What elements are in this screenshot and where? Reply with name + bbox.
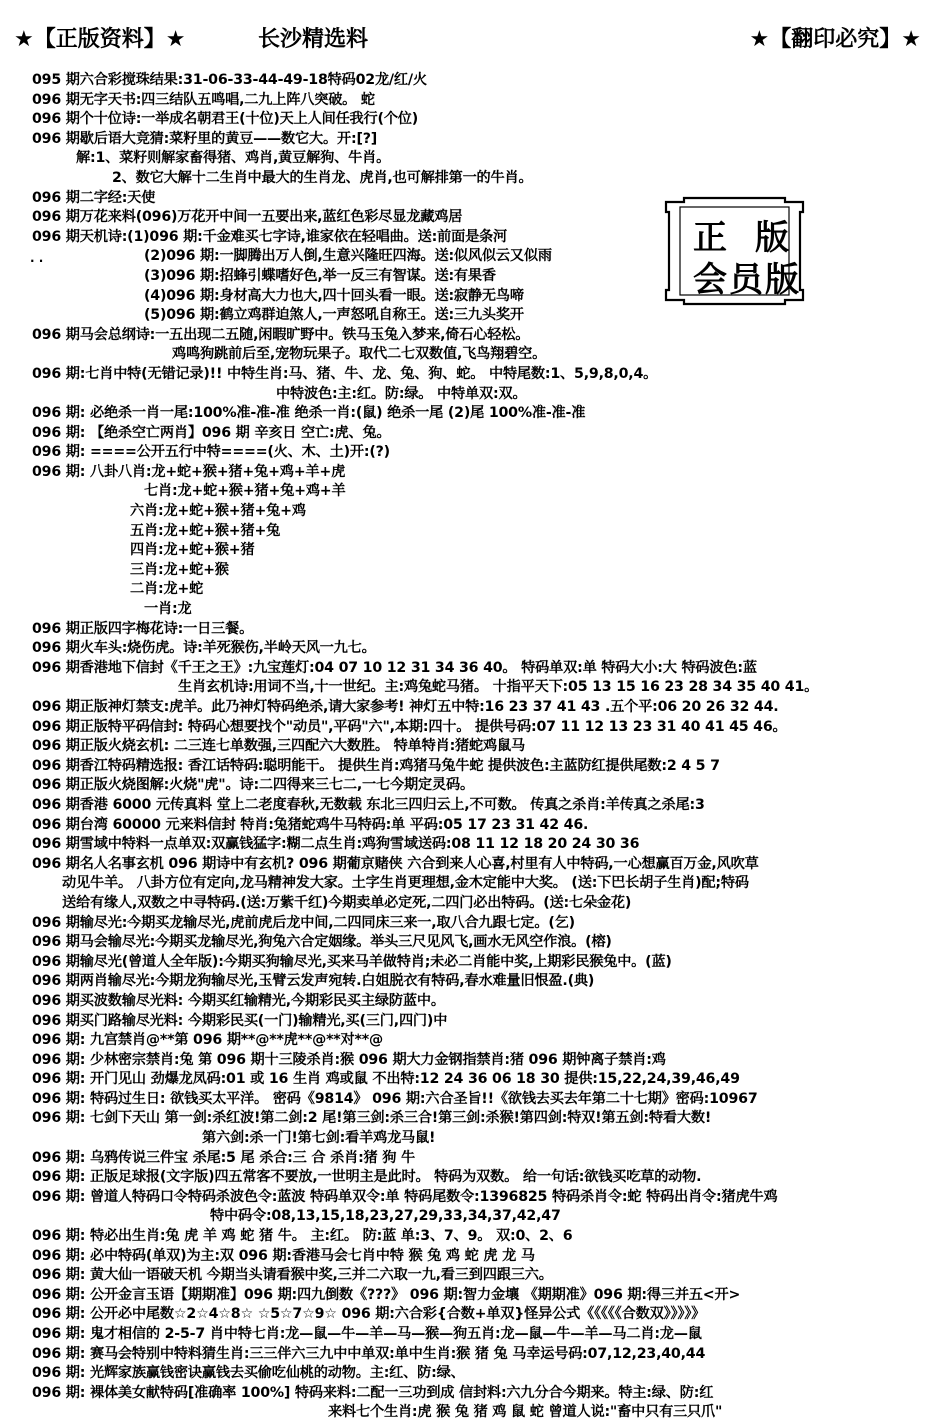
text-line: 096 期买门路输尽光料: 今期彩民买(一门)输精光,买(三门,四门)中: [32, 1012, 448, 1029]
text-line: 096 期个十位诗:一举成名朝君王(十位)天上人间任我行(个位): [32, 111, 419, 128]
text-line: 解:1、菜籽则解家畜得猪、鸡肖,黄豆解狗、牛肖。: [76, 150, 391, 167]
text-line: 中特波色:主:红。防:绿。 中特单双:双。: [276, 385, 527, 402]
text-line: 096 期香港 6000 元传真料 堂上二老度春秋,无数载 东北三四归云上,不可数。 传真之杀肖:羊传真之杀尾:3: [32, 796, 705, 813]
text-line: 096 期香江特码精选报: 香江话特码:聪明能干。 提供生肖:鸡猪马兔牛蛇 提供波色:主蓝防红提供尾数:2 4 5 7: [32, 757, 720, 774]
page-title: 长沙精选料: [258, 27, 369, 52]
text-line: 096 期: 少林密宗禁肖:兔 第 096 期十三陵杀肖:猴 096 期大力金钢指禁肖:猪 096 期钟离子禁肖:鸡: [32, 1051, 666, 1068]
text-line: 096 期: 黄大仙一语破天机 今期当头请看猴中奖,三并二六取一九,看三到四跟三六。: [32, 1267, 553, 1284]
text-line: 四肖:龙+蛇+猴+猪: [130, 542, 255, 559]
text-line: 096 期: 正版足球报(文字版)四五常客不要放,一世明主是此时。 特码为双数。 给一句话:欲钱买吃草的动物.: [32, 1169, 702, 1186]
text-line: 096 期: 开门见山 劲爆龙凤码:01 或 16 生肖 鸡或鼠 不出特:12 24 36 06 18 30 提供:15,22,24,39,46,49: [32, 1071, 740, 1088]
text-line: 096 期输尽光(曾道人全年版):今期买狗输尽光,买来马羊做特肖;未必二肖能中奖,上期彩民猴兔中。(蓝): [32, 953, 672, 970]
text-line: 特中码令:08,13,15,18,23,27,29,33,34,37,42,47: [210, 1208, 561, 1225]
text-line: 三肖:龙+蛇+猴: [130, 561, 229, 578]
text-line: (5)096 期:鹤立鸡群迫煞人,一声怒吼自称王。送:三九头奖开: [144, 307, 524, 324]
text-line: 096 期无字天书:四三结队五鸣唱,二九上阵八突破。 蛇: [32, 91, 375, 108]
text-line: 096 期: 光辉家族赢钱密诀赢钱去买偷吃仙桃的动物。主:红、防:绿、: [32, 1365, 465, 1382]
text-line: 二肖:龙+蛇: [130, 581, 204, 598]
text-line: 096 期: 必中特码(单双)为主:双 096 期:香港马会七肖中特 猴 兔 鸡 蛇 虎 龙 马: [32, 1247, 535, 1264]
text-line: 096 期万花来料(096)万花开中间一五要出来,蓝红色彩尽显龙藏鸡居: [32, 209, 463, 226]
text-line: 096 期: 鬼才相信的 2-5-7 肖中特七肖:龙—鼠—牛—羊—马—猴—狗五肖:龙—鼠—牛—羊—马二肖:龙—鼠: [32, 1326, 702, 1342]
text-line: 096 期: 赛马会特别中特料猜生肖:三三伴六三九中中单双:单中生肖:猴 猪 兔 马幸运号码:07,12,23,40,44: [32, 1345, 706, 1362]
text-line: 096 期: 曾道人特码口令特码杀波色令:蓝波 特码单双令:单 特码尾数令:1396825 特码杀肖令:蛇 特码出肖令:猪虎牛鸡: [32, 1188, 778, 1205]
text-line: 096 期买波数输尽光料: 今期买红输精光,今期彩民买主绿防蓝中。: [32, 992, 445, 1009]
text-line: 096 期雪域中特料一点单双:双赢钱猛字:糊二点生肖:鸡狗雪域送码:08 11 12 18 20 24 30 36: [32, 836, 640, 853]
text-line: 096 期马会总纲诗:一五出现二五随,闲暇旷野中。铁马玉兔入梦来,倚石心轻松。: [32, 326, 530, 343]
text-line: 096 期名人名事玄机 096 期诗中有玄机? 096 期葡京赌侠 六合到来人心喜,村里有人中特码,一心想赢百万金,风吹草: [32, 855, 759, 872]
text-line: (2)096 期:一脚腾出万人倒,生意兴隆旺四海。送:似风似云又似雨: [144, 248, 552, 265]
text-line: 生肖玄机诗:用词不当,十一世纪。主:鸡兔蛇马猪。 十指平天下:05 13 15 16 23 28 34 35 40 41。: [178, 679, 819, 696]
text-line: 096 期正版火烧图解:火烧"虎"。诗:二四得来三七二,一七今期定灵码。: [32, 777, 474, 794]
text-line: 096 期火车头:烧伤虎。诗:羊死猴伤,半岭天风一九七。: [32, 640, 376, 657]
header-right-tag: ★【翻印必究】★: [749, 27, 921, 52]
text-line: 六肖:龙+蛇+猴+猪+兔+鸡: [130, 503, 306, 520]
text-line: 鸡鸣狗跳前后至,宠物玩果子。取代二七双数值,飞鸟翔碧空。: [172, 346, 547, 363]
text-line: 096 期歇后语大竞猜:菜籽里的黄豆——数它大。开:[?]: [32, 130, 378, 147]
text-line: 096 期: 裸体美女献特码[准确率 100%] 特码来料:二配一三功到成 信封料:六九分合今期来。特主:绿、防:红: [32, 1384, 714, 1401]
text-line: 096 期二字经:天使: [32, 189, 156, 206]
text-line: 096 期正版四字梅花诗:一日三餐。: [32, 620, 254, 637]
stamp-text-line2: 会员版: [693, 260, 801, 300]
text-line: 096 期: 特码过生日: 欲钱买太平洋。 密码《9814》 096 期:六合圣旨!!《欲钱去买去年第二十七期》密码:10967: [32, 1090, 758, 1107]
member-edition-stamp: [662, 196, 817, 306]
text-line: 095 期六合彩搅珠结果:31-06-33-44-49-18特码02龙/红/火: [32, 72, 427, 88]
text-line: 096 期:七肖中特(无错记录)!! 中特生肖:马、猪、牛、龙、兔、狗、蛇。 中特尾数:1、5,9,8,0,4。: [32, 365, 658, 382]
text-line: 096 期: 七剑下天山 第一剑:杀红波!第二剑:2 尾!第三剑:杀三合!第三剑:杀猴!第四剑:特双!第五剑:特看大数!: [32, 1110, 712, 1127]
text-line: 2、数它大解十二生肖中最大的生肖龙、虎肖,也可解排第一的牛肖。: [112, 169, 533, 186]
text-line: 一肖:龙: [144, 601, 192, 618]
text-line: (4)096 期:身材高大力也大,四十回头看一眼。送:寂静无鸟啼: [144, 287, 524, 304]
text-line: 096 期输尽光:今期买龙输尽光,虎前虎后龙中间,二四同床三来一,取八合九跟七定。(乞): [32, 914, 575, 931]
text-line: 096 期两肖输尽光:今期龙狗输尽光,玉臂云发声宛转.白姐脱衣有特码,春水难量旧恨盈.(典): [32, 973, 595, 990]
text-line: 动见牛羊。 八卦方位有定向,龙马精神发大家。土字生肖更理想,金木定能中大奖。 (送:下巴长胡子生肖)配;特码: [62, 875, 749, 892]
text-line: 096 期: 九宫禁肖@**第 096 期**@**虎**@**对**@: [32, 1032, 383, 1049]
text-line: 096 期正版神灯禁支:虎羊。此乃神灯特码绝杀,请大家参考! 神灯五中特:16 23 37 41 43 .五个平:06 20 26 32 44.: [32, 699, 779, 715]
text-line: (3)096 期:招蜂引蝶嗜好色,举一反三有智谋。送:有果香: [144, 267, 496, 284]
text-line: 七肖:龙+蛇+猴+猪+兔+鸡+羊: [144, 483, 346, 500]
text-line: 096 期: 必绝杀一肖一尾:100%准-准-准 绝杀一肖:(鼠) 绝杀一尾 (2)尾 100%准-准-准: [32, 405, 586, 422]
text-line: 096 期香港地下信封《千王之王》:九宝莲灯:04 07 10 12 31 34 36 40。 特码单双:单 特码大小:大 特码波色:蓝: [32, 659, 757, 676]
text-line: 送给有缘人,双数之中寻特码.(送:万紫千红)今期卖单必定死,二四门必出特码。(送:七朵金花): [62, 894, 632, 911]
text-line: 来料七个生肖:虎 猴 兔 猪 鸡 鼠 蛇 曾道人说:"畜中只有三只爪": [328, 1404, 723, 1421]
text-line: 096 期: ====公开五行中特====(火、木、土)开:(?): [32, 444, 390, 461]
text-line: 096 期台湾 60000 元来料信封 特肖:兔猪蛇鸡牛马特码:单 平码:05 17 23 31 42 46.: [32, 816, 589, 833]
text-line: 096 期: 特必出生肖:兔 虎 羊 鸡 蛇 猪 牛。 主:红。 防:蓝 单:3、7、9。 双:0、2、6: [32, 1228, 573, 1245]
text-line: 096 期: 乌鸦传说三件宝 杀尾:5 尾 杀合:三 合 杀肖:猪 狗 牛: [32, 1149, 415, 1166]
text-line: 096 期正版火烧玄机: 二三连七单数强,三四配六大数胜。 特单特肖:猪蛇鸡鼠马: [32, 738, 525, 755]
header-left-tag: ★【正版资料】★: [14, 27, 186, 52]
text-line: 第六剑:杀一门!第七剑:看羊鸡龙马鼠!: [202, 1130, 436, 1147]
stamp-text-line1: 正版: [693, 218, 817, 258]
text-line: 096 期正版特平码信封: 特码心想要找个"动员",平码"六",本期:四十。 提供号码:07 11 12 13 23 31 40 41 45 46。: [32, 718, 787, 735]
text-line: 096 期: 【绝杀空亡两肖】096 期 辛亥日 空亡:虎、兔。: [32, 424, 391, 441]
text-line: 096 期马会输尽光:今期买龙输尽光,狗兔六合定姻缘。举头三尺见风飞,画水无风空作浪。(榕): [32, 934, 612, 951]
stray-marks: · ·: [30, 254, 44, 268]
text-line: 096 期: 公开必中尾数☆2☆4☆8☆ ☆5☆7☆9☆ 096 期:六合彩{合数+单双}怪异公式《《《《《合数双》》》》》: [32, 1306, 706, 1323]
text-line: 五肖:龙+蛇+猴+猪+兔: [130, 522, 281, 539]
text-line: 096 期: 公开金言玉语【期期准】096 期:四九倒数《???》 096 期:智力金壤 《期期准》096 期:得三并五<开>: [32, 1286, 741, 1303]
text-line: 096 期: 八卦八肖:龙+蛇+猴+猪+兔+鸡+羊+虎: [32, 463, 346, 480]
text-line: 096 期天机诗:(1)096 期:千金难买七字诗,谁家依在轻唱曲。送:前面是条河: [32, 228, 508, 245]
